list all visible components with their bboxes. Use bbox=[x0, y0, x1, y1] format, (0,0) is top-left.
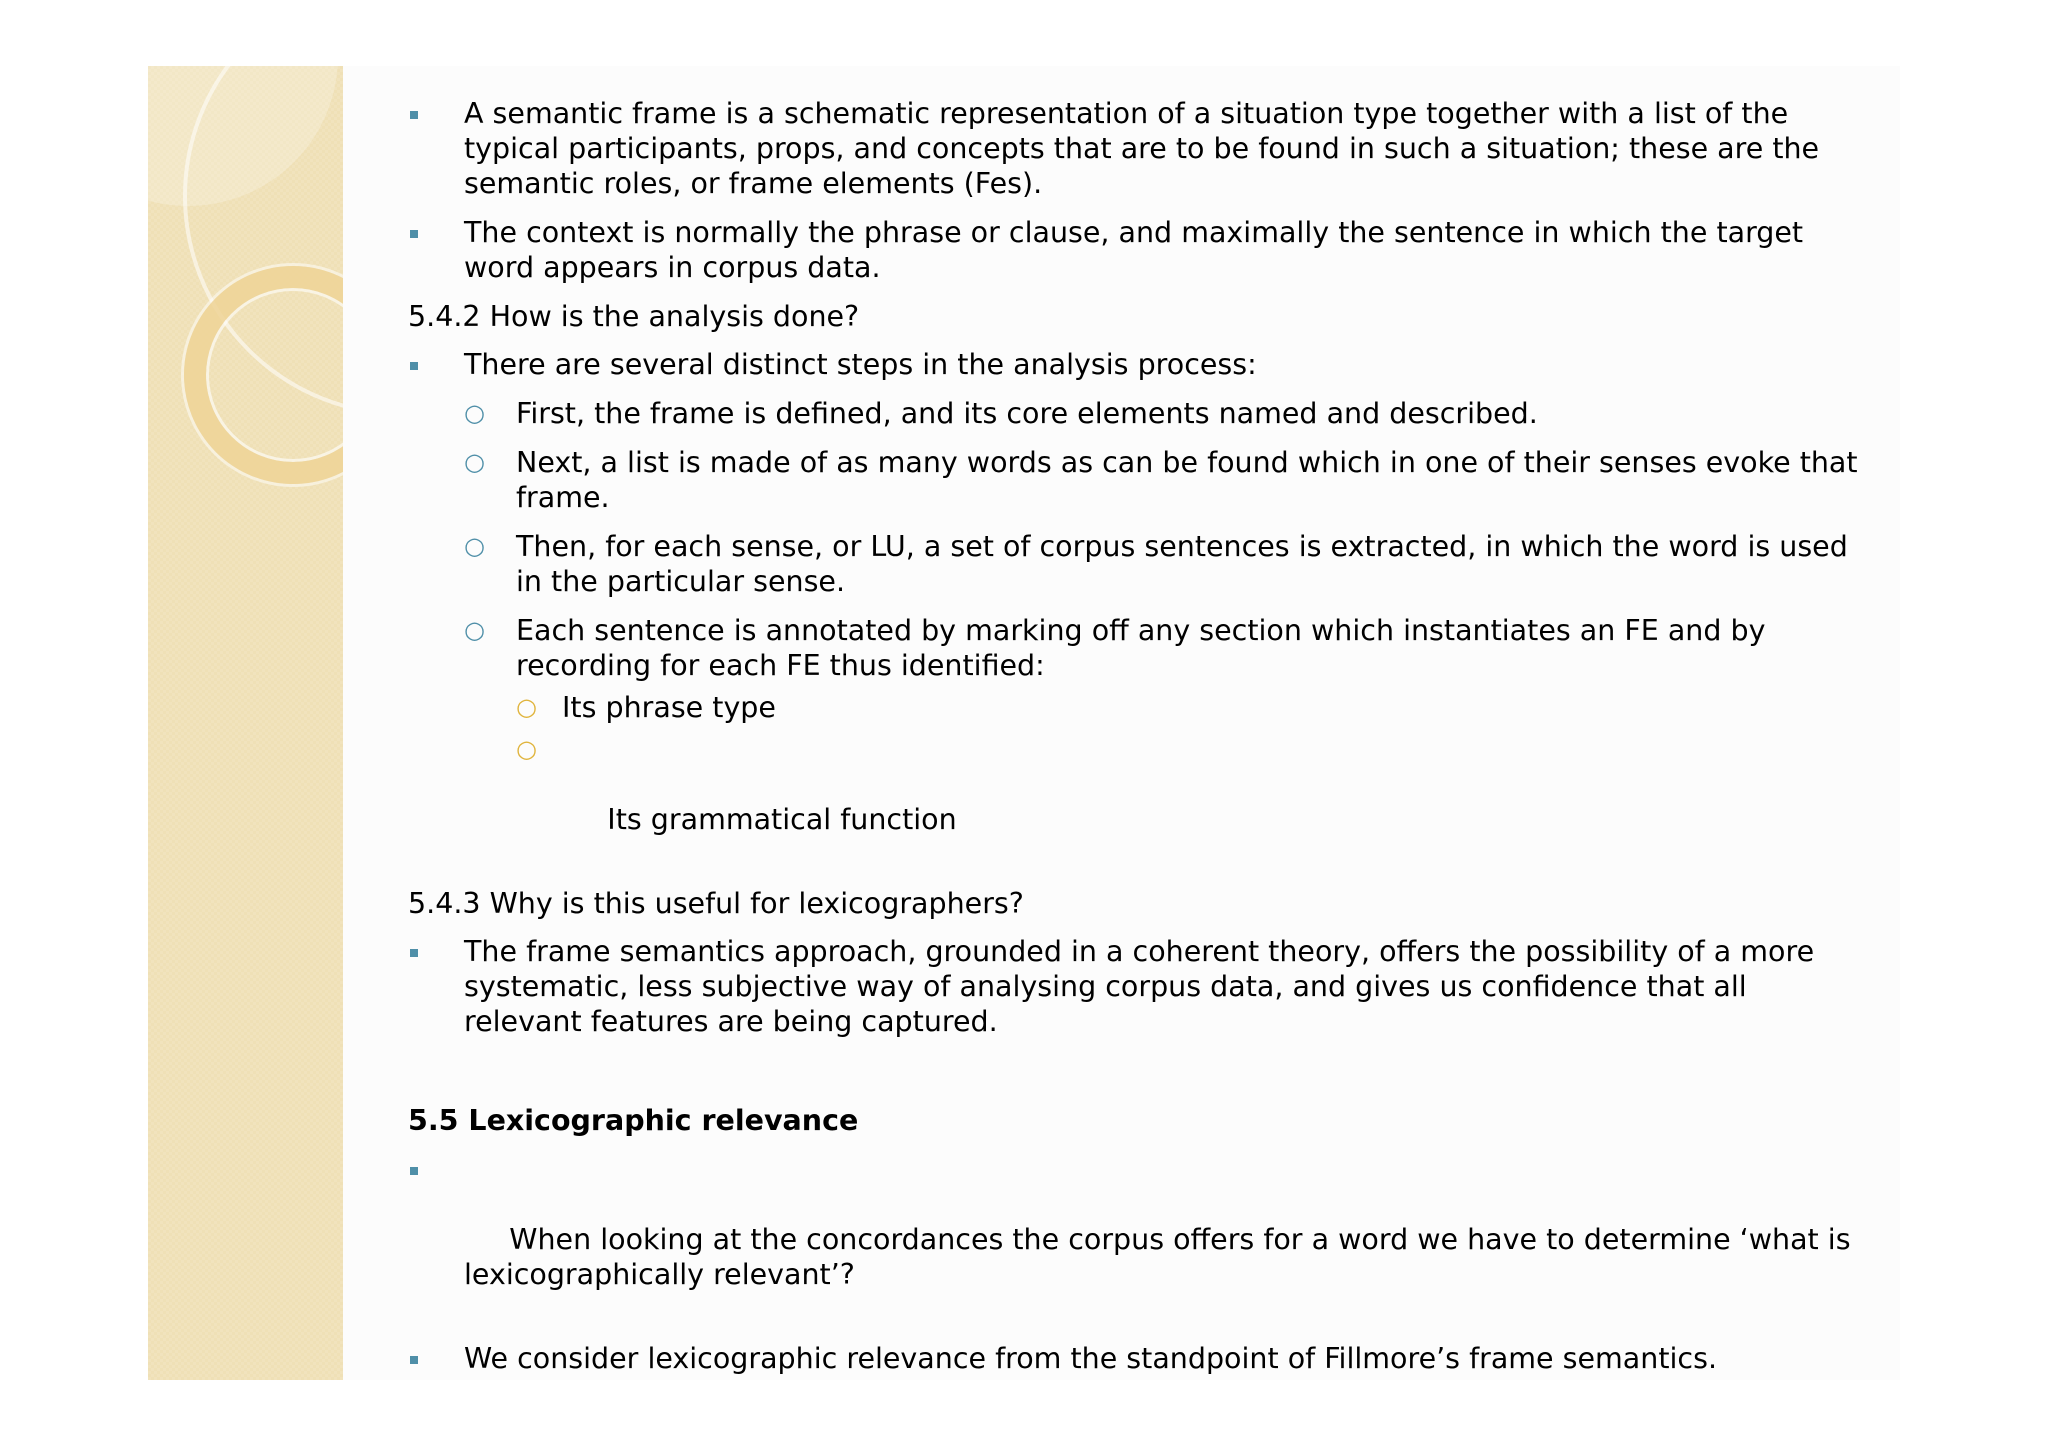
bullet-item bbox=[408, 96, 1858, 201]
circle-bullet-icon: ○ bbox=[464, 616, 485, 644]
bullet-text: We consider lexicographic relevance from the standpoint of Fillmore’s frame semantics. bbox=[464, 1342, 1717, 1375]
slide-content bbox=[408, 96, 1858, 1390]
square-bullet-icon bbox=[410, 362, 418, 370]
sub-bullet-text: Each sentence is annotated by marking off any section which instantiates an FE and by recording for each FE thus identified: bbox=[516, 614, 1766, 682]
bullet-text: The context is normally the phrase or clause, and maximally the sentence in which the target word appears in corpus data. bbox=[464, 216, 1804, 284]
circle-bullet-icon: ○ bbox=[516, 693, 537, 721]
bullet-text: There are several distinct steps in the analysis process: bbox=[464, 348, 1257, 381]
bullet-item bbox=[408, 934, 1858, 1039]
square-bullet-icon bbox=[410, 1356, 418, 1364]
bullet-text: When looking at the concordances the corpus offers for a word we have to determine ‘what is lexicographically relevant’? bbox=[464, 1223, 1860, 1291]
sub-sub-bullet-item bbox=[516, 732, 1858, 872]
sub-sub-bullet-text: Its grammatical function bbox=[598, 803, 957, 836]
sub-bullet-text: Next, a list is made of as many words as can be found which in one of their senses evoke that frame. bbox=[516, 446, 1858, 514]
sub-bullet-item bbox=[464, 529, 1858, 599]
section-heading-5-4-3: 5.4.3 Why is this useful for lexicographers? bbox=[408, 887, 1024, 920]
circle-bullet-icon: ○ bbox=[516, 735, 537, 763]
circle-bullet-icon: ○ bbox=[464, 448, 485, 476]
circle-bullet-icon: ○ bbox=[464, 399, 485, 427]
sub-sub-bullet-text: Its phrase type bbox=[562, 691, 776, 724]
bullet-item bbox=[408, 1341, 1858, 1376]
square-bullet-icon bbox=[410, 230, 418, 238]
square-bullet-icon bbox=[410, 111, 418, 119]
section-heading-5-5: 5.5 Lexicographic relevance bbox=[408, 1104, 859, 1137]
sub-bullet-item bbox=[464, 613, 1858, 683]
square-bullet-icon bbox=[410, 949, 418, 957]
circle-bullet-icon: ○ bbox=[464, 532, 485, 560]
bullet-item bbox=[408, 347, 1858, 382]
sub-bullet-text: First, the frame is defined, and its core elements named and described. bbox=[516, 397, 1538, 430]
sub-bullet-text: Then, for each sense, or LU, a set of corpus sentences is extracted, in which the word is used in the particular sense. bbox=[516, 530, 1848, 598]
sub-sub-bullet-item bbox=[516, 690, 1858, 725]
section-heading-5-4-2: 5.4.2 How is the analysis done? bbox=[408, 300, 860, 333]
decorative-sidebar bbox=[148, 66, 343, 1380]
bullet-item bbox=[408, 1152, 1858, 1327]
sub-bullet-item bbox=[464, 396, 1858, 431]
sub-bullet-item bbox=[464, 445, 1858, 515]
square-bullet-icon bbox=[410, 1167, 418, 1175]
bullet-text: A semantic frame is a schematic representation of a situation type together with a list of the typical participants, props, and concepts that are to be found in such a situation; these are the semantic roles, or frame elements (Fes). bbox=[464, 97, 1820, 200]
bullet-item bbox=[408, 215, 1858, 285]
bullet-text: The frame semantics approach, grounded in a coherent theory, offers the possibility of a more systematic, less subjective way of analysing corpus data, and gives us confidence that all relevant features are being captured. bbox=[464, 935, 1815, 1038]
